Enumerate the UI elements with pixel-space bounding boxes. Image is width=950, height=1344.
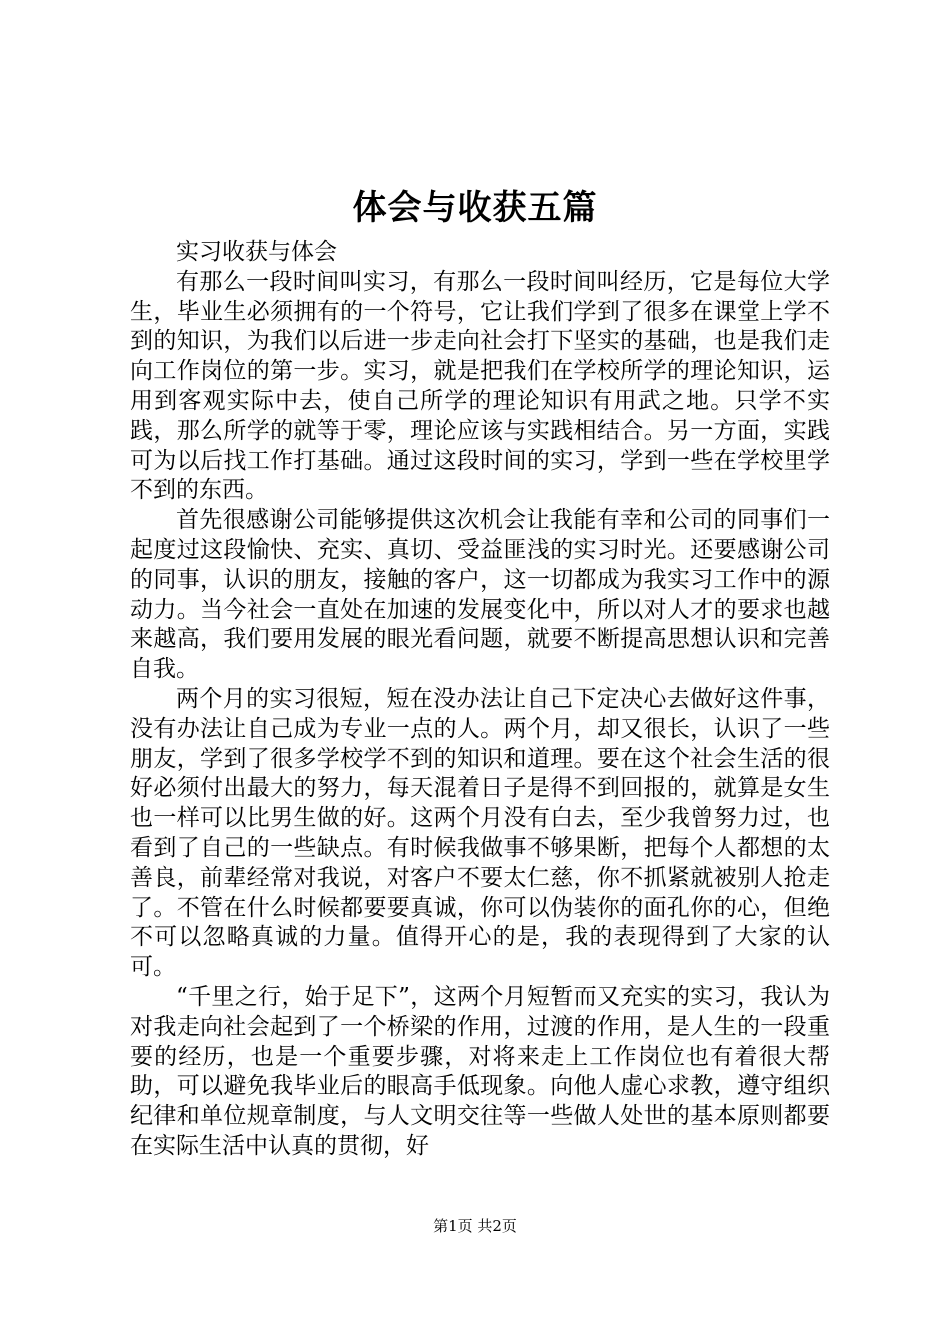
- page-footer: 第1页 共2页: [433, 1217, 517, 1235]
- document-title: 体会与收获五篇: [352, 188, 598, 228]
- paragraph-4: “千里之行，始于足下”，这两个月短暂而又充实的实习，我认为对我走向社会起到了一个桥梁的作用，过渡的作用，是人生的一段重要的经历，也是一个重要步骤，对将来走上工作岗位也有着很大帮助，可以避免我毕业后的眼高手低现象。向他人虚心求教，遵守组织纪律和单位规章制度，与人文明交往等一些做人处世的基本原则都要在实际生活中认真的贯彻，好: [130, 983, 830, 1159]
- document-body: [130, 238, 830, 1162]
- section-heading: 实习收获与体会: [176, 239, 337, 265]
- paragraph-2: 首先很感谢公司能够提供这次机会让我能有幸和公司的同事们一起度过这段愉快、充实、真切、受益匪浅的实习时光。还要感谢公司的同事，认识的朋友，接触的客户，这一切都成为我实习工作中的源动力。当今社会一直处在加速的发展变化中，所以对人才的要求也越来越高，我们要用发展的眼光看问题，就要不断提高思想认识和完善自我。: [130, 507, 830, 683]
- paragraph-1: 有那么一段时间叫实习，有那么一段时间叫经历，它是每位大学生，毕业生必须拥有的一个符号，它让我们学到了很多在课堂上学不到的知识，为我们以后进一步走向社会打下坚实的基础，也是我们走向工作岗位的第一步。实习，就是把我们在学校所学的理论知识，运用到客观实际中去，使自己所学的理论知识有用武之地。只学不实践，那么所学的就等于零，理论应该与实践相结合。另一方面，实践可为以后找工作打基础。通过这段时间的实习，学到一些在学校里学不到的东西。: [130, 268, 830, 504]
- paragraph-3: 两个月的实习很短，短在没办法让自己下定决心去做好这件事，没有办法让自己成为专业一点的人。两个月，却又很长，认识了一些朋友，学到了很多学校学不到的知识和道理。要在这个社会生活的很好必须付出最大的努力，每天混着日子是得不到回报的，就算是女生也一样可以比男生做的好。这两个月没有白去，至少我曾努力过，也看到了自己的一些缺点。有时候我做事不够果断，把每个人都想的太善良，前辈经常对我说，对客户不要太仁慈，你不抓紧就被别人抢走了。不管在什么时候都要要真诚，你可以伪装你的面孔你的心，但绝不可以忽略真诚的力量。值得开心的是，我的表现得到了大家的认可。: [130, 685, 830, 981]
